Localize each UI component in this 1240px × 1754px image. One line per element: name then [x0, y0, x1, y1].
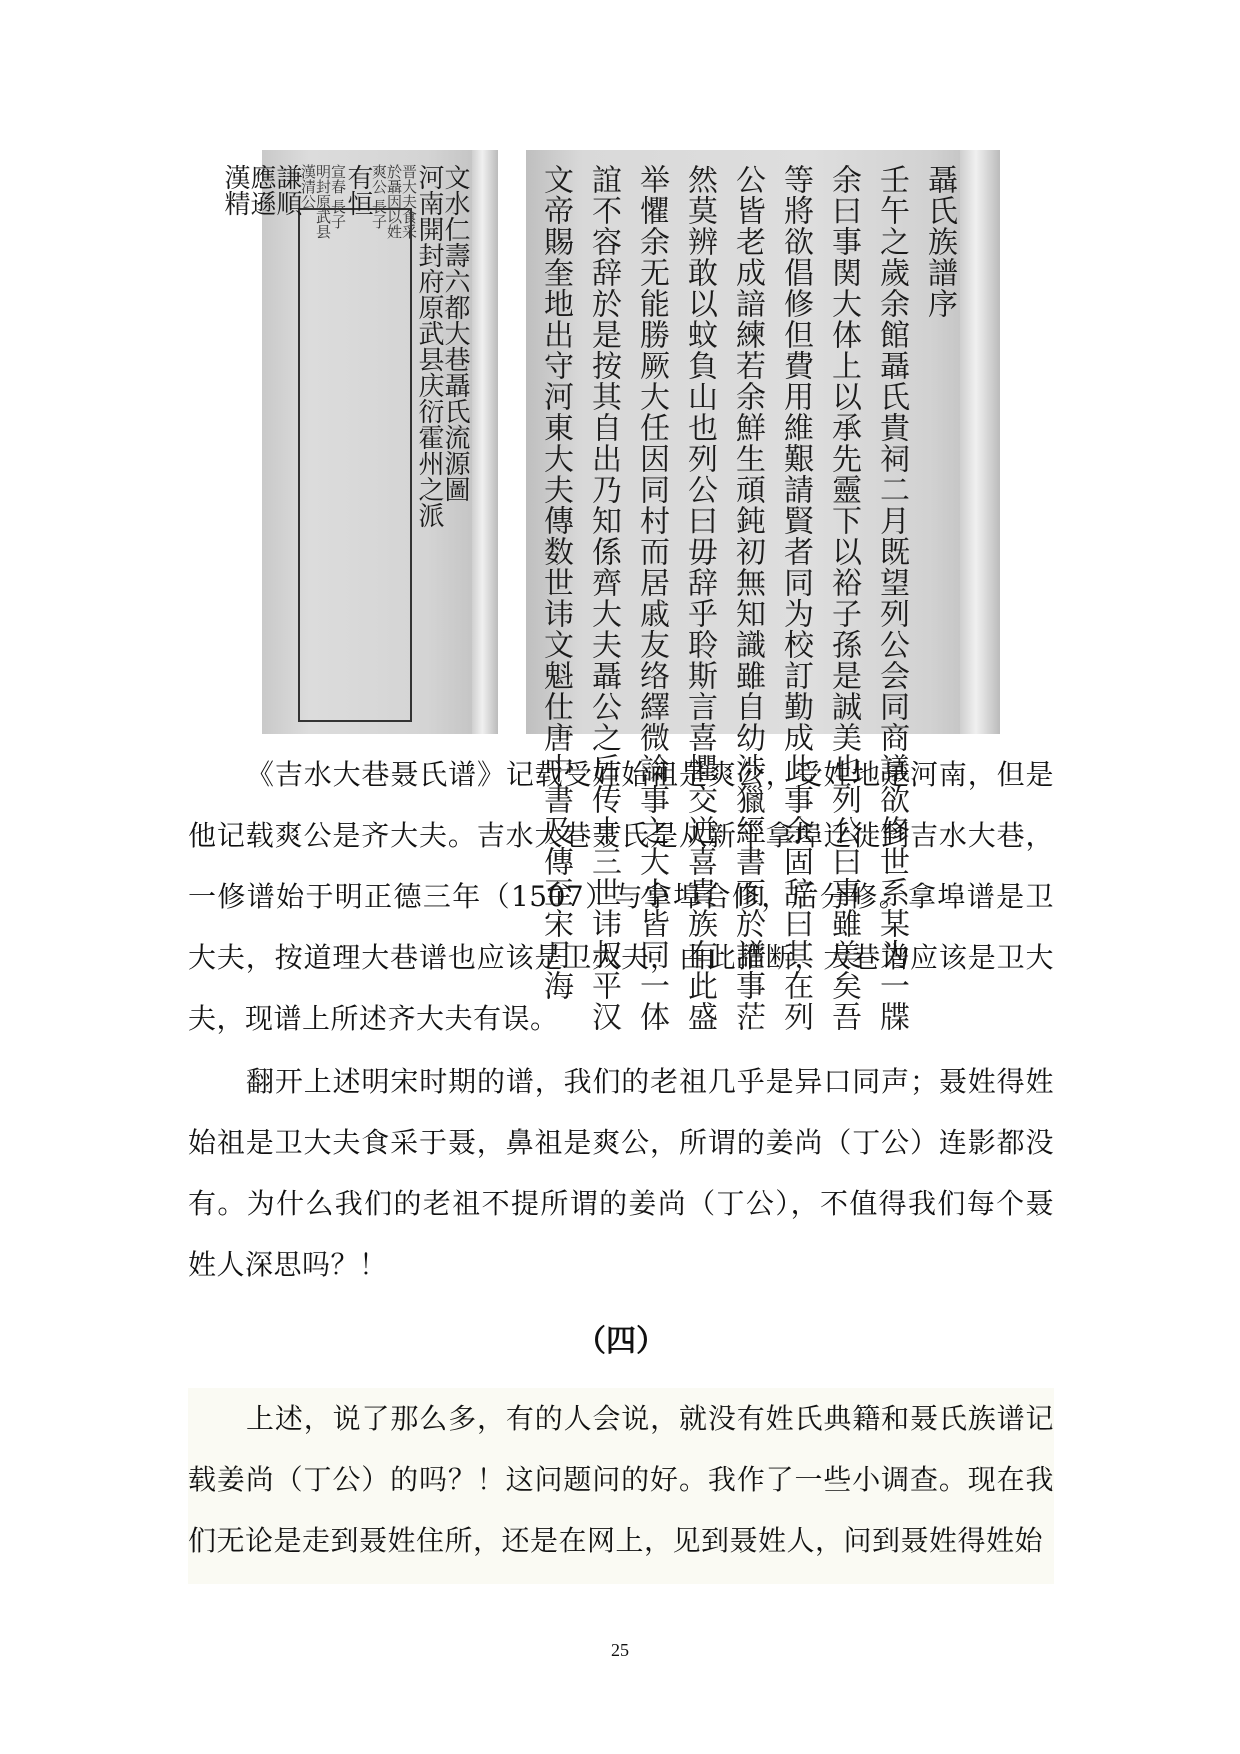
preface-text-column: 举懼余无能勝厥大任因同村而居戚友络繹微論事之大小皆同一体: [634, 164, 669, 1032]
chart-note-column: 爽公 長子: [370, 164, 388, 229]
section-heading: （四）: [576, 1324, 666, 1359]
genealogy-chart-photo: [220, 150, 498, 734]
body-paragraph: 上述，说了那么多，有的人会说，就没有姓氏典籍和聂氏族谱记载姜尚（丁公）的吗？！这问题问的好。我作了一些小调查。现在我们无论是走到聂姓住所，还是在网上，见到聂姓人，问到聂姓得姓始: [188, 1402, 1054, 1557]
highlighted-paragraph-block: [188, 1388, 1054, 1584]
preface-text-column: 公皆老成諳練若余鮮生頑鈍初無知識雖自幼涉獵經書而於譜事茫: [730, 164, 765, 1032]
preface-text-column: 余曰事関大体上以承先靈下以裕子孫是誠美也列公曰事雖美矣吾: [826, 164, 861, 1032]
book-page-edge: [472, 150, 498, 734]
preface-text-column: 等將欲倡修但費用維艱請賢者同为校訂勤成此事余固辞曰其在列: [778, 164, 813, 1032]
chart-note-column: 漢清公: [299, 164, 317, 209]
preface-text-column: 誼不容辞於是按其自出乃知係齊大夫聶公之后传十三世讳叔平汉: [586, 164, 621, 1032]
chart-name-column: 漢精: [220, 164, 250, 216]
chart-name-column: 應遜: [246, 164, 276, 216]
preface-text-column: 壬午之歲余館聶氏貴祠二月既望列公会同商議欲修世系某为一牒: [874, 164, 909, 1032]
preface-columns: [538, 164, 957, 1032]
chart-note-column: 宣春 長子: [329, 164, 347, 229]
chart-name-column: 謙順: [272, 164, 302, 216]
chart-name-column: 有恒: [343, 164, 373, 216]
chart-main-column: 河南開封府原武县庆衍霍州之派: [414, 164, 444, 528]
page-number: 25: [611, 1640, 629, 1660]
preface-title-column: 聶氏族譜序: [922, 164, 957, 319]
chart-note-column: 晋大夫食采: [400, 164, 418, 239]
preface-text-column: 然莫辨敢以蚊負山也列公曰毋辞乎聆斯言喜懼交迸喜貴族有此盛: [682, 164, 717, 1032]
body-paragraph: 《吉水大巷聂氏谱》记载受姓始祖是爽公，受姓地是河南，但是他记载爽公是齐大夫。吉水大巷聂氏是从新干拿埠迁徙到吉水大巷，一修谱始于明正德三年（1507）与拿埠合修，后分修。拿埠谱是卫大夫，按道理大巷谱也应该是卫大夫，由此推断，大巷谱应该是卫大夫，现谱上所述齐大夫有误。: [188, 758, 1054, 1035]
chart-note-column: 於聶因以姓: [385, 164, 403, 239]
book-page-edge: [960, 150, 1000, 734]
body-paragraph: 翻开上述明宋时期的谱，我们的老祖几乎是异口同声；聂姓得姓始祖是卫大夫食采于聂，鼻祖是爽公，所谓的姜尚（丁公）连影都没有。为什么我们的老祖不提所谓的姜尚（丁公），不值得我们每个聂姓人深思吗？！: [188, 1065, 1054, 1281]
preface-text-column: 文帝賜奎地出守河東大夫傳数世讳文魁仕唐中書及傳至宋月海: [538, 164, 573, 1001]
chart-main-column: 文水仁壽六都大巷聶氏流源圖: [440, 164, 470, 502]
chart-note-column: 明封原武县: [314, 164, 332, 239]
chart-columns: [220, 164, 470, 726]
